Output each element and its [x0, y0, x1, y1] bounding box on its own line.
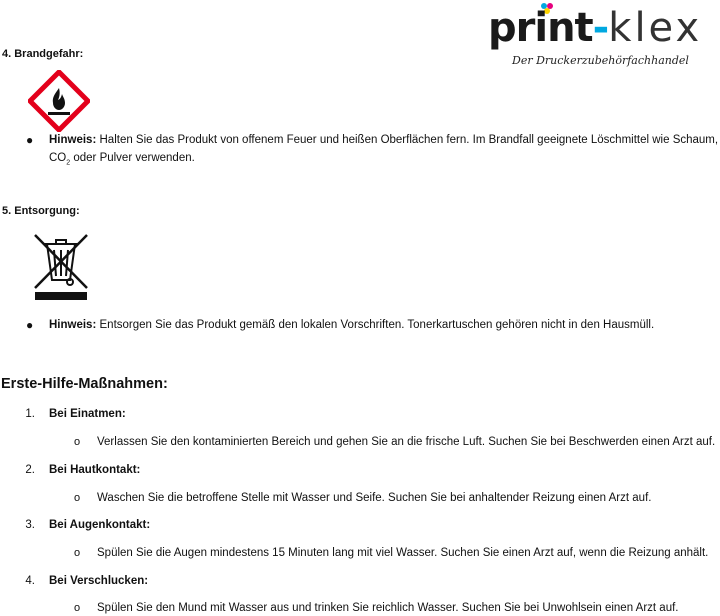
- first-aid-text-3: Spülen Sie die Augen mindestens 15 Minuten lang mit viel Wasser. Suchen Sie einen Arzt auf, wenn die Reizung anhält.: [97, 547, 709, 559]
- first-aid-number-2: 2.: [25, 464, 35, 476]
- section5-heading: 5. Entsorgung:: [2, 205, 80, 217]
- first-aid-number-4: 4.: [25, 575, 35, 587]
- first-aid-title: Erste-Hilfe-Maßnahmen:: [1, 376, 168, 392]
- logo-brand-left: print: [488, 5, 593, 51]
- first-aid-label-4: Bei Verschlucken:: [49, 575, 149, 587]
- section4-heading: 4. Brandgefahr:: [2, 48, 84, 60]
- bullet-icon: ●: [26, 318, 34, 332]
- circle-bullet-icon: o: [74, 602, 81, 614]
- first-aid-label-1: Bei Einatmen:: [49, 408, 126, 420]
- circle-bullet-icon: o: [74, 436, 81, 448]
- section5-hint-text: Entsorgen Sie das Produkt gemäß den lokalen Vorschriften. Tonerkartuschen gehören nicht in den Hausmüll.: [99, 319, 655, 331]
- section4-hint-text-line1: Halten Sie das Produkt von offenem Feuer und heißen Oberflächen fern. Im Brandfall geeignete Löschmittel wie Schaum,: [99, 134, 719, 146]
- weee-crossed-bin-icon: [32, 232, 90, 302]
- section4-hint-text-line2: oder Pulver verwenden.: [70, 152, 195, 164]
- first-aid-text-4: Spülen Sie den Mund mit Wasser aus und trinken Sie reichlich Wasser. Suchen Sie bei Unwohlsein einen Arzt auf.: [97, 602, 679, 614]
- section4-hint-co: CO: [49, 152, 67, 164]
- circle-bullet-icon: o: [74, 492, 81, 504]
- circle-bullet-icon: o: [74, 547, 81, 559]
- first-aid-text-1: Verlassen Sie den kontaminierten Bereich und gehen Sie an die frische Luft. Suchen Sie bei Beschwerden einen Arzt auf.: [97, 436, 716, 448]
- section4-hint-co-sub: 2: [66, 159, 71, 167]
- first-aid-label-2: Bei Hautkontakt:: [49, 464, 141, 476]
- flame-hazard-icon: [28, 70, 90, 132]
- first-aid-text-2: Waschen Sie die betroffene Stelle mit Wasser und Seife. Suchen Sie bei anhaltender Reizung einen Arzt auf.: [97, 492, 652, 504]
- first-aid-label-3: Bei Augenkontakt:: [49, 519, 151, 531]
- logo: print-klex Der Druckerzubehörfachhandel: [488, 2, 720, 72]
- section4-hint-label: Hinweis:: [49, 134, 97, 146]
- section5-hint-label: Hinweis:: [49, 319, 97, 331]
- first-aid-number-1: 1.: [25, 408, 35, 420]
- logo-tagline: Der Druckerzubehörfachhandel: [512, 54, 689, 67]
- first-aid-number-3: 3.: [25, 519, 35, 531]
- logo-brand-right: klex: [608, 5, 703, 51]
- bullet-icon: ●: [26, 133, 34, 147]
